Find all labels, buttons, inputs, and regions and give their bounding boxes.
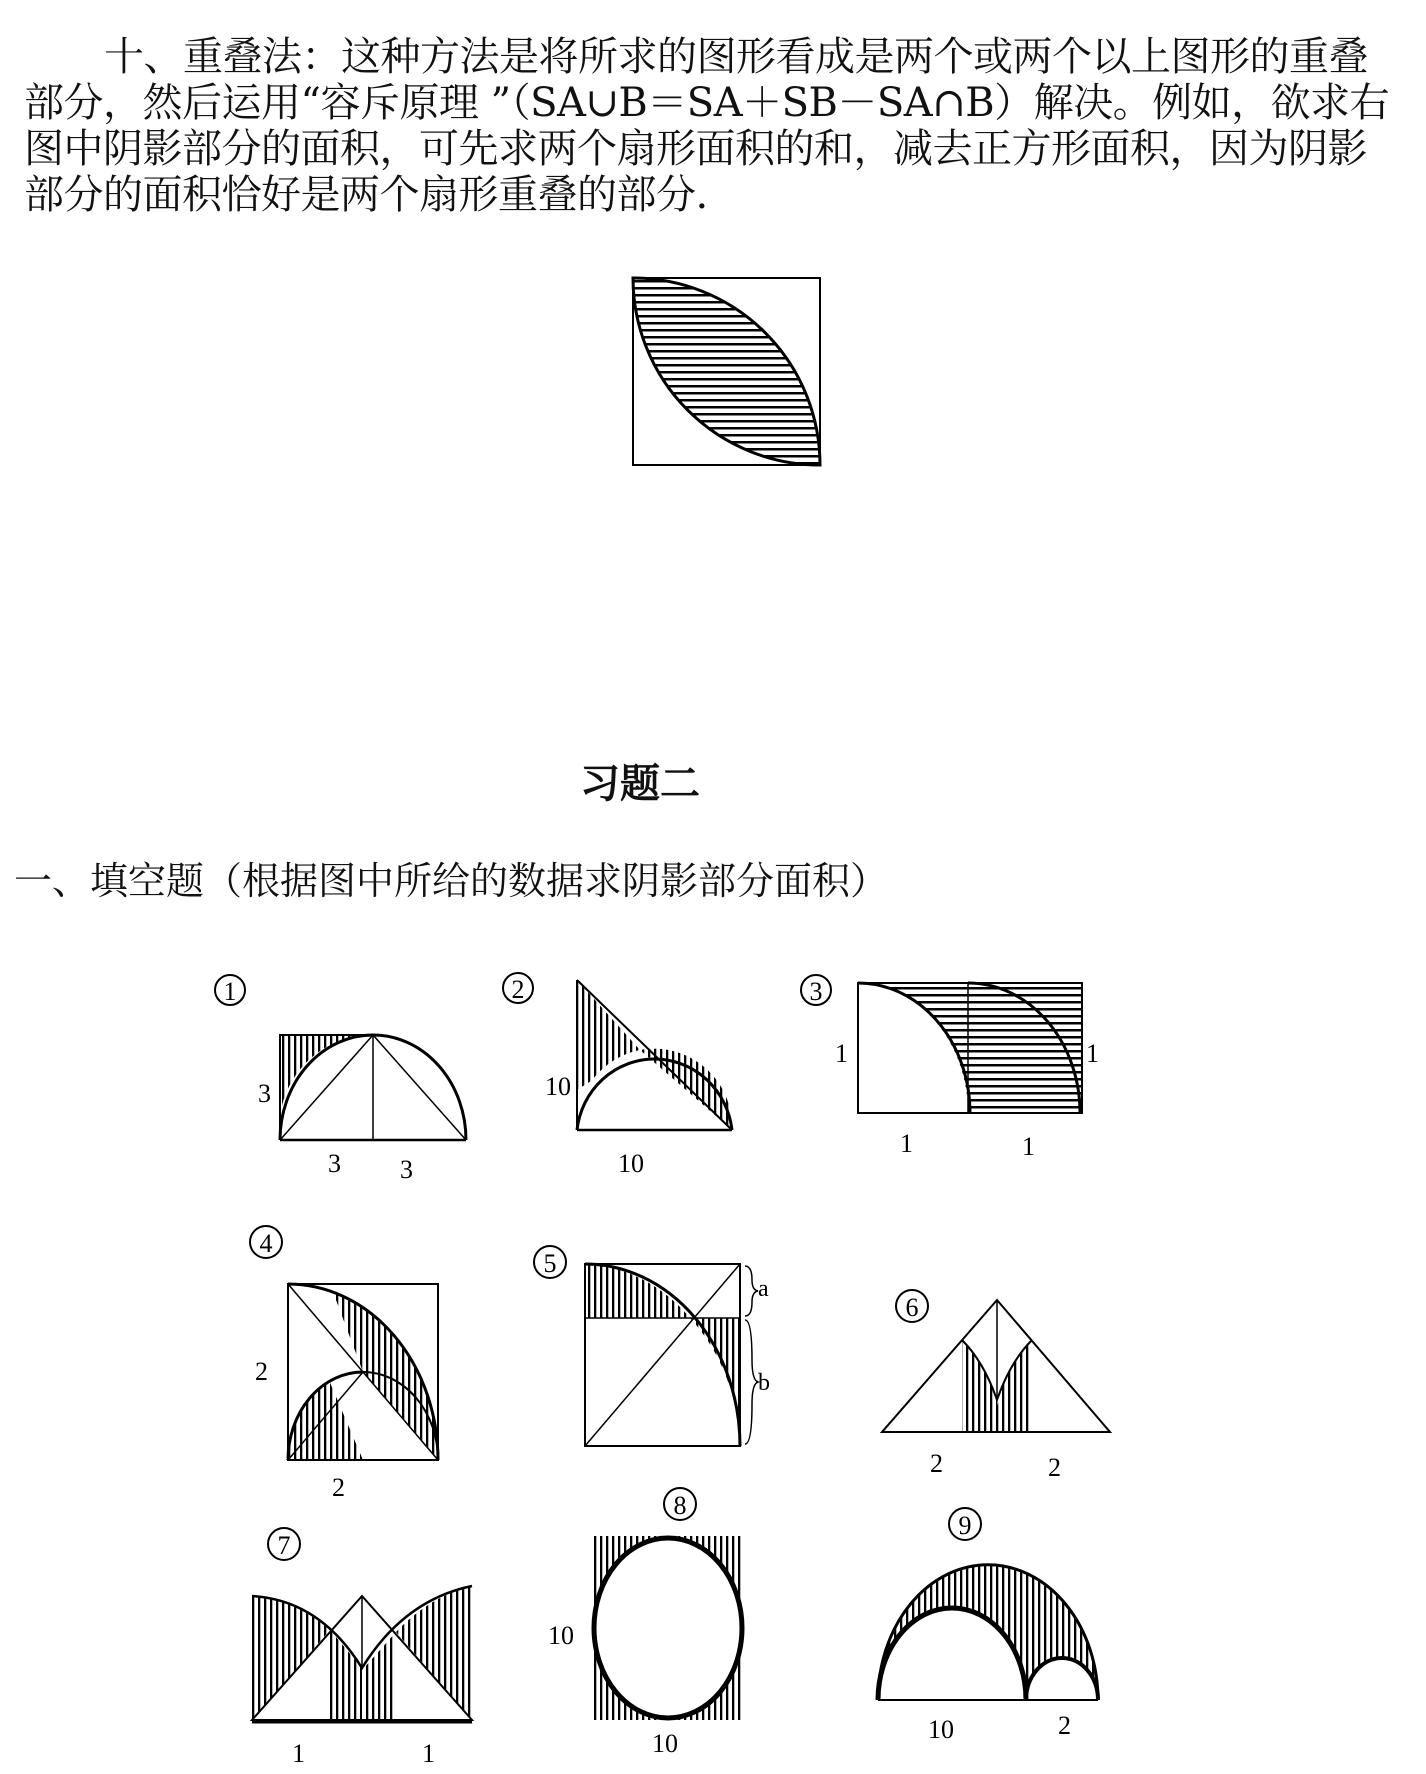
figure-1 [215,975,466,1184]
figure-8 [548,1488,744,1758]
figure-3-label-base-right: 1 [1022,1132,1035,1161]
figure-5-number: 5 [543,1249,557,1278]
section-heading: 一、填空题（根据图中所给的数据求阴影部分面积） [14,859,889,903]
figure-6-number: 6 [905,1293,919,1322]
intro-leaf-figure [633,278,820,465]
intro-line-1: 十、重叠法：这种方法是将所求的图形看成是两个或两个以上图形的重叠 [104,34,1368,80]
figure-3 [801,975,1099,1161]
figure-1-label-height: 3 [258,1079,271,1108]
figure-1-label-right: 3 [400,1155,413,1184]
figure-3-number: 3 [809,977,823,1006]
figure-6 [882,1290,1110,1482]
figure-4-number: 4 [259,1229,273,1258]
figure-9-number: 9 [958,1511,972,1540]
figure-3-label-base-left: 1 [900,1129,913,1158]
figure-5-label-b: b [758,1370,770,1396]
figure-7-label-left: 1 [292,1739,305,1768]
figure-4-label-base: 2 [332,1473,345,1502]
figure-8-label-base: 10 [652,1729,678,1758]
figure-5-label-a: a [758,1276,769,1302]
figure-8-number: 8 [673,1491,687,1520]
intro-line-4: 部分的面积恰好是两个扇形重叠的部分. [24,172,708,218]
figure-9-label-large: 10 [928,1715,954,1744]
exercise-title: 习题二 [580,761,700,807]
figure-3-label-right-side: 1 [1086,1039,1099,1068]
figure-6-label-right: 2 [1048,1453,1061,1482]
figure-7 [252,1528,472,1768]
figure-2 [503,973,732,1178]
figure-9-label-small: 2 [1058,1711,1071,1740]
figure-1-label-left: 3 [328,1149,341,1178]
figure-4-label-side: 2 [255,1357,268,1386]
figure-5 [534,1246,770,1446]
figure-9 [878,1508,1098,1744]
figure-6-label-left: 2 [930,1449,943,1478]
figure-7-label-right: 1 [422,1739,435,1768]
figure-2-label-base: 10 [618,1149,644,1178]
figure-1-number: 1 [223,977,237,1006]
figure-8-label-side: 10 [548,1621,574,1650]
intro-line-2: 部分，然后运用“容斥原理 ”（SA∪B＝SA＋SB－SA∩B）解决。例如，欲求右 [24,80,1390,126]
intro-line-3: 图中阴影部分的面积，可先求两个扇形面积的和，减去正方形面积，因为阴影 [24,126,1367,172]
figure-4 [250,1226,438,1502]
figure-2-label-height: 10 [545,1072,571,1101]
figure-2-number: 2 [511,975,525,1004]
figure-7-number: 7 [277,1531,291,1560]
figure-3-label-left-side: 1 [835,1039,848,1068]
